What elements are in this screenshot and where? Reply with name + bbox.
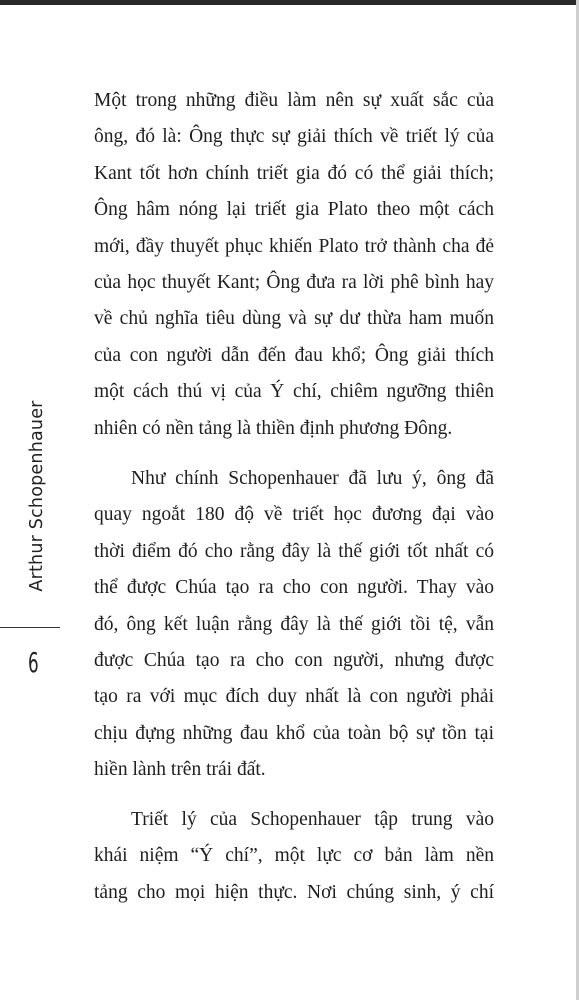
text-line: quay ngoắt 180 độ về triết học đương đại vào — [94, 504, 494, 526]
text-line: tảng cho mọi hiện thực. Nơi chúng sinh, ý chí — [94, 881, 494, 903]
text-line: đó, ông kết luận rằng đây là thế giới tồi tệ, vẫn — [94, 613, 494, 635]
text-line: thời điểm đó cho rằng đây là thế giới tốt nhất có — [94, 540, 494, 562]
text-line: nhiên có nền tảng là thiền định phương Đông. — [94, 417, 453, 439]
text-line: của học thuyết Kant; Ông đưa ra lời phê bình hay — [94, 271, 494, 293]
text-line: của con người dẫn đến đau khổ; Ông giải thích — [94, 344, 494, 366]
running-header-title: Arthur Schopenhauer — [27, 400, 47, 592]
text-line: hiền lành trên trái đất. — [94, 759, 266, 781]
text-line: chịu đựng những đau khổ của toàn bộ sự tồn tại — [94, 722, 494, 744]
text-line: khái niệm “Ý chí”, một lực cơ bản làm nền — [94, 845, 494, 867]
text-line: Như chính Schopenhauer đã lưu ý, ông đã — [131, 468, 494, 489]
paragraph-1 — [94, 83, 494, 447]
text-line: thể được Chúa tạo ra cho con người. Thay vào — [94, 577, 494, 599]
text-line: được Chúa tạo ra cho con người, nhưng được — [94, 649, 494, 671]
text-line: Triết lý của Schopenhauer tập trung vào — [131, 809, 494, 830]
text-line: Một trong những điều làm nên sự xuất sắc của — [94, 90, 494, 111]
text-line: Kant tốt hơn chính triết gia đó có thể giải thích; — [94, 162, 494, 184]
paragraph-3 — [94, 802, 494, 911]
text-line: Ông hâm nóng lại triết gia Plato theo một cách — [94, 199, 494, 221]
text-line: một cách thú vị của Ý chí, chiêm ngưỡng thiên — [94, 381, 494, 403]
page-number: 6 — [28, 646, 39, 679]
text-line: tạo ra với mục đích duy nhất là con người phải — [94, 686, 494, 708]
paragraph-2 — [94, 461, 494, 789]
text-line: mới, đầy thuyết phục khiến Plato trở thành cha đẻ — [94, 235, 494, 257]
running-header-divider — [0, 627, 60, 628]
text-line: về chủ nghĩa tiêu dùng và sự dư thừa ham muốn — [94, 308, 494, 330]
text-line: ông, đó là: Ông thực sự giải thích về triết lý của — [94, 126, 494, 148]
top-rule — [0, 0, 579, 5]
